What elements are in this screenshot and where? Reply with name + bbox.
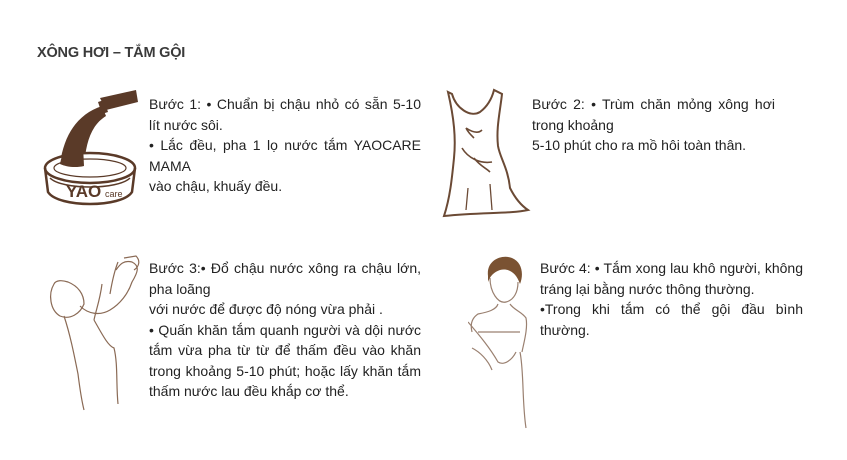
step-3 xyxy=(149,258,421,402)
woman-towel-illustration xyxy=(468,252,538,434)
step-2-text: 5-10 phút cho ra mồ hôi toàn thân. xyxy=(532,137,747,153)
blanket-illustration xyxy=(440,88,532,218)
svg-text:care: care xyxy=(105,189,123,199)
step-1 xyxy=(149,94,421,197)
step-4 xyxy=(540,258,803,340)
step-1-text: • Lắc đều, pha 1 lọ nước tắm YAOCARE MAMA xyxy=(149,137,421,174)
pouring-water-illustration xyxy=(44,254,144,414)
steaming-basin-illustration xyxy=(38,84,143,212)
step-2 xyxy=(532,94,775,156)
step-2-text: Bước 2: • Trùm chăn mỏng xông hơi trong khoảng xyxy=(532,96,775,133)
step-1-text: vào chậu, khuấy đều. xyxy=(149,178,283,194)
step-4-text: •Trong khi tắm có thể gội đầu bình thường. xyxy=(540,301,803,338)
step-3-text: • Quấn khăn tắm quanh người và dội nước tắm vừa pha từ từ để thấm đều vào khăn trong khoảng 5-10 phút; hoặc lấy khăn tắm thấm nước lau đều khắp cơ thể. xyxy=(149,321,421,399)
step-3-text: Bước 3:• Đổ chậu nước xông ra chậu lớn, pha loãng xyxy=(149,260,421,297)
step-3-text: với nước để được độ nóng vừa phải . xyxy=(149,301,383,317)
step-1-text: Bước 1: • Chuẩn bị chậu nhỏ có sẵn 5-10 lít nước sôi. xyxy=(149,96,421,133)
logo-text: YAO xyxy=(66,182,102,201)
step-4-text: Bước 4: • Tắm xong lau khô người, không tráng lại bằng nước thông thường. xyxy=(540,260,803,297)
page-title: XÔNG HƠI – TẮM GỘI xyxy=(37,45,186,61)
